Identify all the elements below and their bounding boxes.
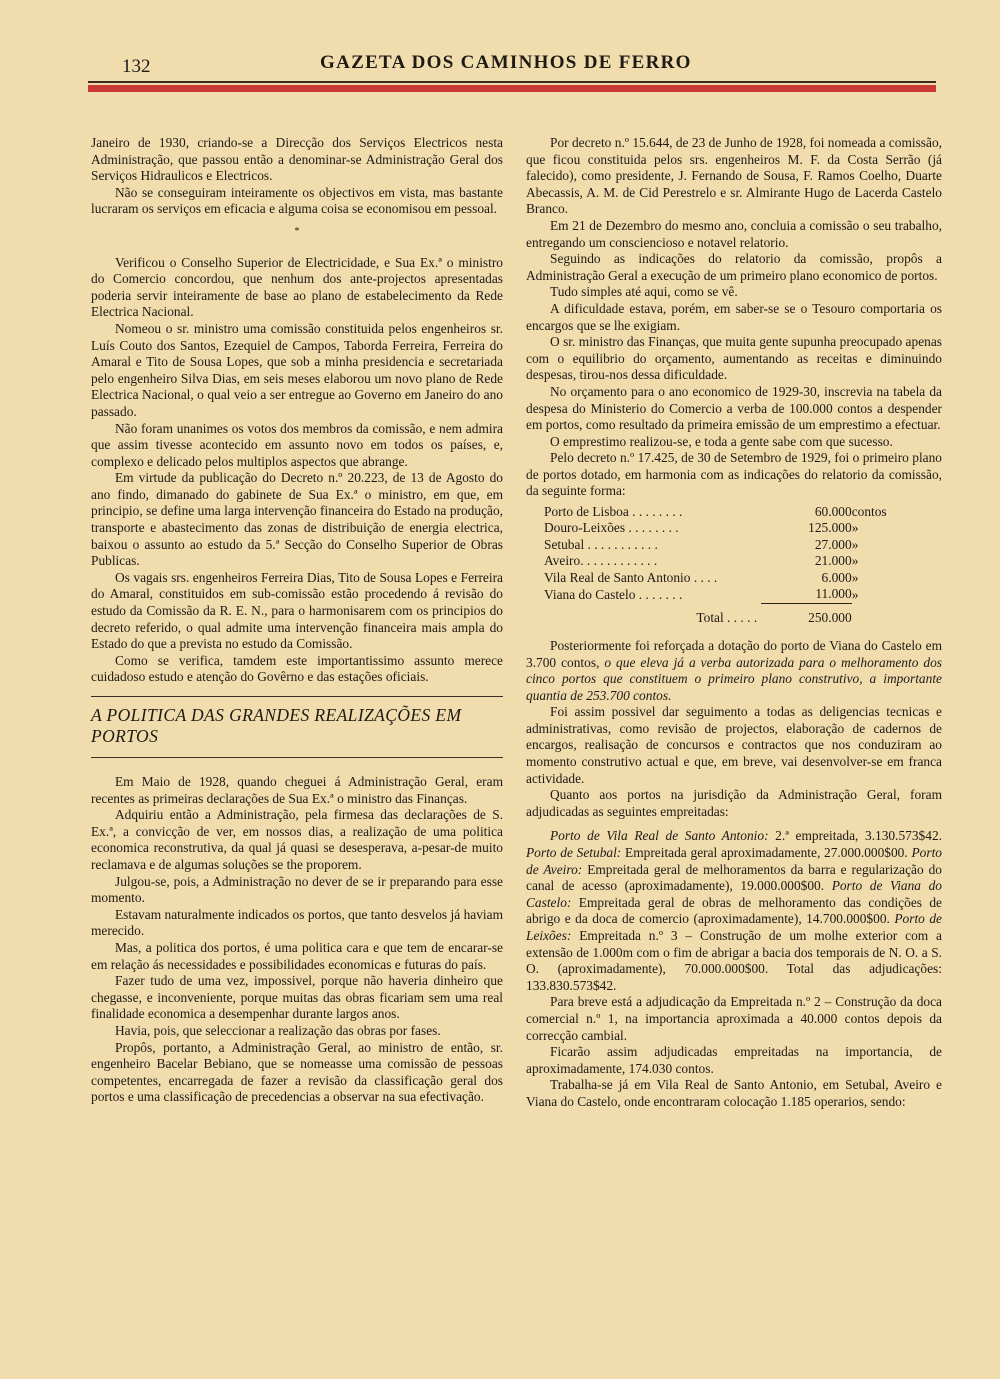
- adjudication-text: Empreitada geral de melhoramentos da barra e regularização do canal de acesso (aproximadamente), 19.000.000$00.: [526, 861, 942, 894]
- table-row: [544, 504, 906, 520]
- paragraph: Em Maio de 1928, quando cheguei á Administração Geral, eram recentes as primeiras declarações de Sua Ex.ª o ministro das Finanças.: [91, 774, 503, 806]
- total-label: Total . . . . .: [696, 609, 758, 625]
- reinforcement-italic: o que eleva já a verba autorizada para o melhoramento dos cinco portos que constituem o primeiro plano construtivo, a importante quantia de 253.700 contos.: [526, 654, 942, 703]
- paragraph: Seguindo as indicações do relatorio da comissão, propôs a Administração Geral a execução de um primeiro plano economico de portos.: [526, 251, 942, 283]
- port-unit: »: [851, 569, 859, 585]
- port-value: 60.000: [814, 504, 852, 520]
- port-unit: »: [851, 553, 859, 569]
- total-value: 250.000: [761, 603, 852, 626]
- paragraph: O sr. ministro das Finanças, que muita gente supunha preocupado apenas com o equilibrio do orçamento, aumentando as receitas e diminuindo despesas, tirou-nos dessa dificuldade.: [526, 334, 942, 383]
- paragraph: Verificou o Conselho Superior de Electricidade, e Sua Ex.ª o ministro do Comercio concordou, que nenhum dos ante-projectos apresentadas poderia servir inteiramente de base ao plano de estabelecimento da Rede Electrica Nacional.: [91, 254, 503, 320]
- table-row: [544, 537, 906, 553]
- paragraph: Fazer tudo de uma vez, impossivel, porque não haveria dinheiro que chegasse, e inconveniente, porque muitas das obras ficariam sem uma real finalidade economica a desempenhar durante largos anos.: [91, 973, 503, 1022]
- ports-allocation-table: [544, 504, 906, 626]
- paragraph: Adquiriu então a Administração, pela firmesa das declarações de S. Ex.ª, a convicção de ver, em nossos dias, a realização de uma politica economica reconstrutiva, da qual já quasi se desesperava, a-pesar-de muito reclamava e de algumas soluções se the proporem.: [91, 807, 503, 872]
- reinforcement-plain: Posteriormente foi reforçada a dotação do porto de Viana do Castelo em 3.700 contos,: [526, 637, 942, 670]
- header-red-band: [88, 85, 936, 92]
- header-rule: [88, 81, 936, 83]
- paragraph: Foi assim possivel dar seguimento a todas as deligencias tecnicas e administrativas, como revisão de projectos, elaboração de cadernos de encargos, realisação de concursos e contractos que nos conduziram ao momento construtivo actual e que, em breve, vai desenvolver-se em franca actividade.: [526, 704, 942, 786]
- adjudication-text: Empreitada n.º 3 – Construção de um molhe exterior com a extensão de 1.000m com o fim de abrigar a bacia dos temporais de N. O. a S. O. (aproximadamente), 70.000.000$00. Total das adjudicações: 133.830.573$42.: [526, 928, 942, 993]
- paragraph: Julgou-se, pois, a Administração no dever de se ir preparando para esse momento.: [91, 873, 503, 906]
- paragraph: Não foram unanimes os votos dos membros da comissão, e nem admira que assim tivesse acontecido em assunto novo em todos os países, e, complexo e delicado pelos multiplos aspectos que abrange.: [91, 420, 503, 469]
- paragraph: Nomeou o sr. ministro uma comissão constituida pelos engenheiros sr. Luís Couto dos Santos, Ezequiel de Campos, Taborda Ferreira, Ferreira do Amaral e Tito de Sousa Lopes, que sob a minha presidencia e secretariada pelo engenheiro Silva Dias, em seis meses elaborou um novo plano de Rede Electrica Nacional, o qual veio a ser entregue ao Governo em Janeiro do ano passado.: [91, 320, 503, 419]
- port-value: 11.000: [815, 586, 852, 602]
- paragraph: O emprestimo realizou-se, e toda a gente sabe com que sucesso.: [550, 433, 893, 449]
- port-unit: »: [851, 586, 859, 602]
- table-row: [544, 586, 906, 603]
- running-title: GAZETA DOS CAMINHOS DE FERRO: [320, 52, 692, 73]
- paragraph: Ficarão assim adjudicadas empreitadas na importancia, de aproximadamente, 174.030 contos.: [526, 1044, 942, 1076]
- adjudications-paragraph: [526, 828, 942, 994]
- adjudication-port: Porto de Vila Real de Santo Antonio:: [550, 828, 769, 844]
- port-unit: »: [851, 536, 859, 552]
- table-row: [544, 520, 906, 536]
- port-name: Vila Real de Santo Antonio . . . .: [544, 569, 718, 585]
- section-separator: *: [294, 225, 300, 237]
- paragraph: A dificuldade estava, porém, em saber-se se o Tesouro comportaria os encargos que se lhe exigiam.: [526, 300, 942, 333]
- port-value: 125.000: [808, 520, 852, 536]
- table-row: [544, 570, 906, 586]
- section-divider-top: [91, 696, 503, 697]
- port-value: 21.000: [814, 553, 852, 569]
- section-divider-bottom: [91, 757, 503, 758]
- paragraph: Por decreto n.º 15.644, de 23 de Junho de 1928, foi nomeada a comissão, que ficou constituida pelos srs. engenheiros M. F. da Costa Serrão (já falecido), como presidente, J. Fernando de Sousa, F. Ramos Coelho, Duarte Abecassis, A. M. de Cid Perestrelo e sr. Almirante Hugo de Lacerda Castelo Branco.: [526, 135, 942, 217]
- paragraph: Quanto aos portos na jurisdição da Administração Geral, foram adjudicadas as seguintes empreitadas:: [526, 787, 942, 819]
- paragraph: Trabalha-se já em Vila Real de Santo Antonio, em Setubal, Aveiro e Viana do Castelo, onde encontraram colocação 1.185 operarios, sendo:: [526, 1077, 942, 1109]
- adjudication-port: Porto de Aveiro:: [526, 845, 942, 877]
- port-name: Viana do Castelo . . . . . . .: [544, 586, 683, 602]
- paragraph: Em 21 de Dezembro do mesmo ano, concluia a comissão o seu trabalho, entregando um consciencioso e notavel relatorio.: [526, 217, 942, 250]
- paragraph: No orçamento para o ano economico de 1929-30, inscrevia na tabela da despesa do Ministerio do Comercio a verba de 100.000 contos a despender em portos, como resultado da primeira emissão de um emprestimo a efectuar.: [526, 383, 942, 433]
- paragraph: Como se verifica, tamdem este importantissimo assunto merece cuidadoso estudo e atenção do Govêrno e das estações oficiais.: [91, 652, 503, 685]
- page-number: 132: [122, 56, 151, 77]
- table-total-row: [544, 603, 906, 626]
- paragraph-reinforcement: [526, 638, 942, 704]
- adjudication-text: Empreitada geral de obras de melhoramento das condições de abrigo e da doca de comercio (aproximadamente), 14.700.000$00.: [526, 894, 942, 927]
- port-unit: »: [851, 520, 859, 536]
- paragraph: Propôs, portanto, a Administração Geral, ao ministro de então, sr. engenheiro Bacelar Bebiano, que se nomeasse uma comissão de pessoas competentes, encarregada de fazer a revisão da classificação geral dos portos e uma classificação de precedencias a observar na sua efectivação.: [91, 1039, 503, 1105]
- adjudication-port: Porto de Setubal:: [526, 845, 622, 861]
- port-name: Aveiro. . . . . . . . . . . .: [544, 553, 658, 569]
- adjudication-text: 2.ª empreitada, 3.130.573$42.: [768, 828, 942, 844]
- paragraph: Em virtude da publicação do Decreto n.º 20.223, de 13 de Agosto do ano findo, dimanado do gabinete de Sua Ex.ª o ministro, em que, em principio, se define uma larga intervenção financeira do Estado na produção, transporte e abastecimento das zonas de distribuição de energia electrica, baixou o assunto ao estudo da 5.ª Secção do Conselho Superior de Obras Publicas.: [91, 470, 503, 569]
- paragraph: Mas, a politica dos portos, é uma politica cara e que tem de encarar-se em relação ás necessidades e possibilidades economicas e futuras do país.: [91, 939, 503, 972]
- adjudication-text: Empreitada geral aproximadamente, 27.000.000$00.: [621, 845, 912, 861]
- paragraph: Para breve está a adjudicação da Empreitada n.º 2 – Construção da doca comercial n.º 1, na importancia aproximada a 40.000 contos depois da correcção cambial.: [526, 994, 942, 1043]
- right-column: [526, 135, 942, 1111]
- paragraph: Estavam naturalmente indicados os portos, que tanto desvelos já haviam merecido.: [91, 906, 503, 939]
- paragraph: Havia, pois, que seleccionar a realização das obras por fases.: [115, 1022, 441, 1038]
- port-value: 6.000: [821, 569, 852, 585]
- left-column: [91, 135, 503, 1106]
- paragraph: Os vagais srs. engenheiros Ferreira Dias, Tito de Sousa Lopes e Ferreira do Amaral, constituidos em sub-comissão estão procedendo á revisão do estudo da Comissão da R. E. N., para o harmonisarem com os principios do decreto referido, o qual admite uma intervenção financeira mais ampla do Estado do que a prevista no estudo da Comissão.: [91, 569, 503, 652]
- adjudication-port: Porto de Leixões:: [526, 911, 942, 943]
- table-row: [544, 553, 906, 569]
- paragraph: Tudo simples até aqui, como se vê.: [550, 284, 738, 300]
- adjudication-port: Porto de Viana do Castelo:: [526, 878, 942, 910]
- section-title: A POLITICA DAS GRANDES REALIZAÇÕES EM PORTOS: [91, 705, 462, 746]
- port-name: Douro-Leixões . . . . . . . .: [544, 520, 679, 536]
- port-name: Porto de Lisboa . . . . . . . .: [544, 504, 683, 520]
- paragraph: Pelo decreto n.º 17.425, de 30 de Setembro de 1929, foi o primeiro plano de portos dotado, em harmonia com as indicações do relatorio da comissão, da seguinte forma:: [526, 450, 942, 499]
- port-name: Setubal . . . . . . . . . . .: [544, 536, 658, 552]
- paragraph: Não se conseguiram inteiramente os objectivos em vista, mas bastante lucraram os serviços em eficacia e alguma coisa se economisou em pessoal.: [91, 184, 503, 217]
- port-unit: contos: [851, 504, 887, 520]
- port-value: 27.000: [814, 536, 852, 552]
- paragraph: Janeiro de 1930, criando-se a Direcção dos Serviços Electricos nesta Administração, que passou então a denominar-se Administração Geral dos Serviços Hidraulicos e Electricos.: [91, 135, 503, 184]
